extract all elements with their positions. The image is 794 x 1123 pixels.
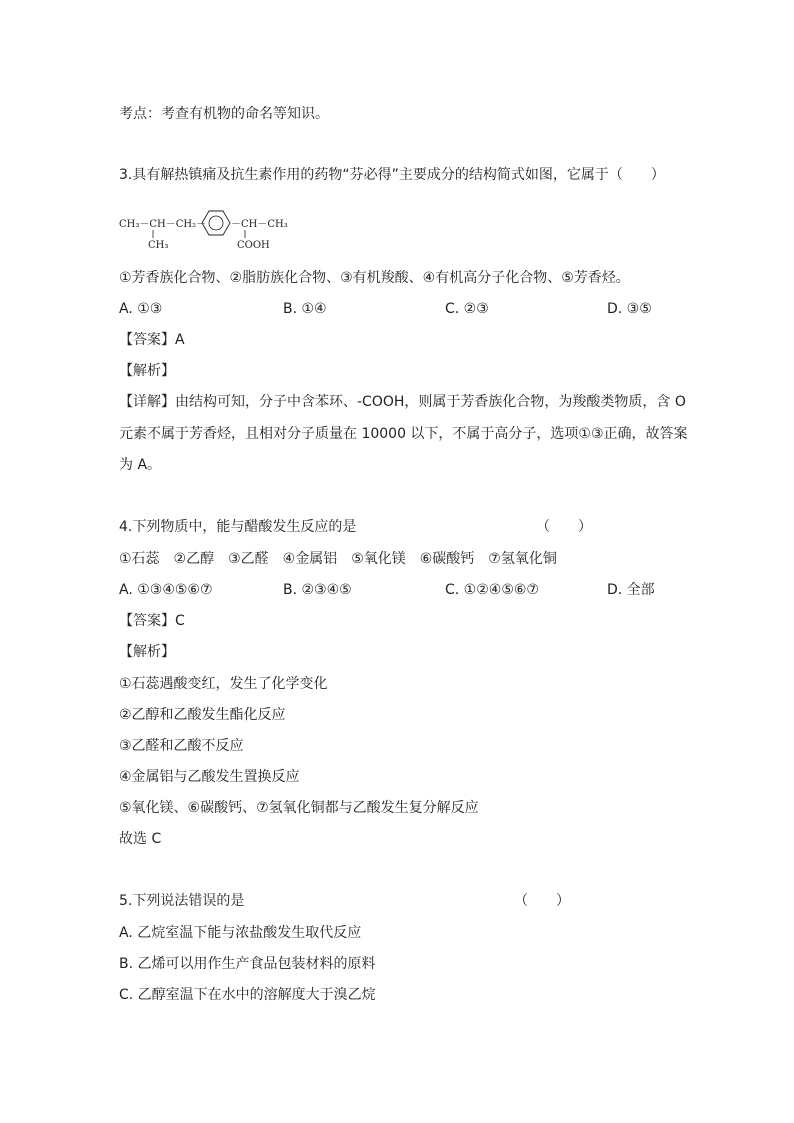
- q4-explain-line-2: ②乙醇和乙酸发生酯化反应: [119, 707, 286, 723]
- q5-stem: 5.下列说法错误的是: [119, 893, 245, 909]
- q4-analysis-title: 【解析】: [119, 644, 175, 660]
- q4-explain-line-4: ④金属铝与乙酸发生置换反应: [119, 769, 300, 785]
- q4-stem: 4.下列物质中，能与醋酸发生反应的是: [119, 519, 357, 535]
- q5-option-a: A. 乙烷室温下能与浓盐酸发生取代反应: [119, 925, 362, 941]
- q4-explain-line-1: ①石蕊遇酸变红，发生了化学变化: [119, 676, 328, 692]
- q3-option-a: A. ①③: [119, 301, 163, 317]
- q3-detail-line-3: 为 A。: [119, 457, 162, 473]
- q3-stem: 3.具有解热镇痛及抗生素作用的药物“芬必得”主要成分的结构简式如图，它属于（ ）: [119, 167, 665, 183]
- q4-option-d: D. 全部: [607, 582, 655, 598]
- q4-items: ①石蕊 ②乙醇 ③乙醛 ④金属铝 ⑤氧化镁 ⑥碳酸钙 ⑦氢氧化铜: [119, 551, 557, 567]
- q3-items: ①芳香族化合物、②脂肪族化合物、③有机羧酸、④有机高分子化合物、⑤芳香烃。: [119, 270, 630, 286]
- q4-answer-paren: （ ）: [536, 519, 592, 535]
- q3-option-c: C. ②③: [445, 301, 489, 317]
- benzene-ring-icon: [202, 211, 230, 235]
- formula-left-chain: CH₃－CH－CH₂－: [119, 219, 207, 230]
- q3-option-d: D. ③⑤: [607, 301, 652, 317]
- q4-explain-line-6: 故选 C: [119, 831, 162, 847]
- q4-explain-line-3: ③乙醛和乙酸不反应: [119, 738, 244, 754]
- q3-option-b: B. ①④: [283, 301, 327, 317]
- formula-right-branch: COOH: [237, 240, 270, 251]
- q4-answer: 【答案】C: [119, 613, 185, 629]
- formula-left-branch: CH₃: [148, 240, 169, 251]
- q4-option-b: B. ②③④⑤: [283, 582, 352, 598]
- q3-analysis-title: 【解析】: [119, 363, 175, 379]
- q5-option-b: B. 乙烯可以用作生产食品包装材料的原料: [119, 956, 376, 972]
- q4-explain-line-5: ⑤氧化镁、⑥碳酸钙、⑦氢氧化铜都与乙酸发生复分解反应: [119, 800, 479, 816]
- ibuprofen-structure-formula: [119, 206, 319, 254]
- q4-option-a: A. ①③④⑤⑥⑦: [119, 582, 213, 598]
- q3-detail-line-1: 【详解】由结构可知，分子中含苯环、-COOH，则属于芳香族化合物，为羧酸类物质，含 O: [119, 394, 686, 410]
- q3-answer: 【答案】A: [119, 332, 185, 348]
- kaodian-line: 考点：考查有机物的命名等知识。: [119, 106, 329, 122]
- q4-option-c: C. ①②④⑤⑥⑦: [445, 582, 539, 598]
- q5-option-c: C. 乙醇室温下在水中的溶解度大于溴乙烷: [119, 987, 376, 1003]
- benzene-inner-circle: [209, 216, 223, 230]
- q3-detail-line-2: 元素不属于芳香烃，且相对分子质量在 10000 以下，不属于高分子，选项①③正确，故答案: [119, 426, 688, 442]
- formula-right-chain: －CH－CH₃: [231, 219, 288, 230]
- q5-answer-paren: （ ）: [514, 893, 570, 909]
